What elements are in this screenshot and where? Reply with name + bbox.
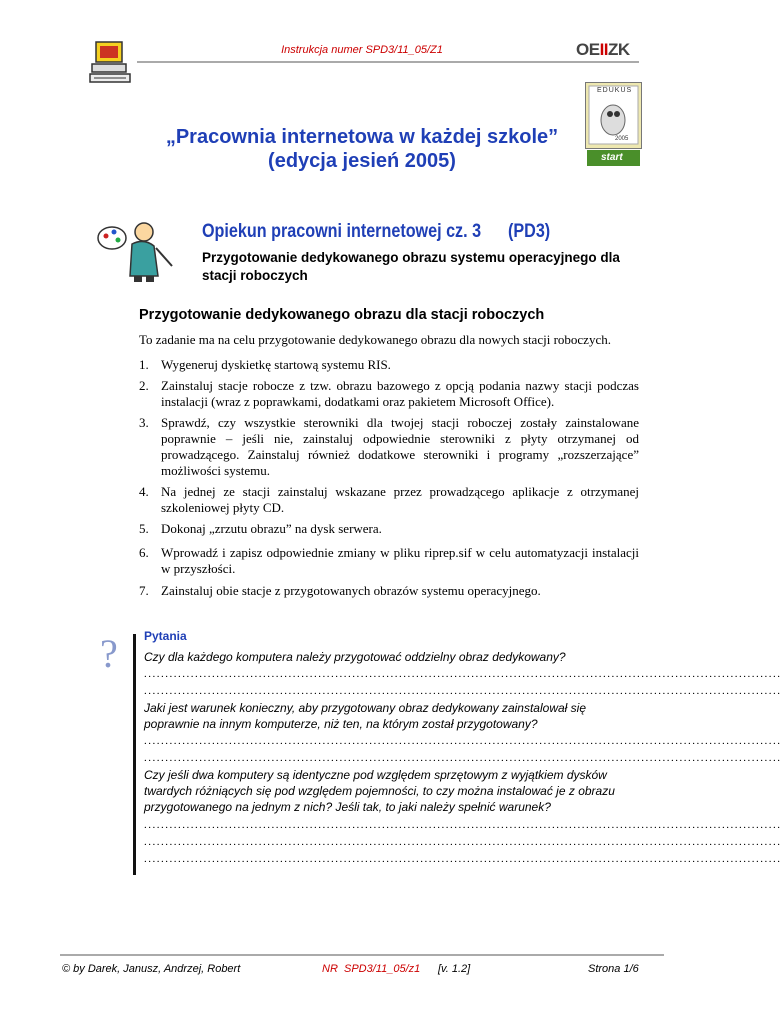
answer-line[interactable]: ......................................................................................................................................................: [144, 752, 782, 764]
header-divider: [137, 61, 639, 63]
questions-sidebar-line: [133, 634, 136, 875]
task-item: 5. Dokonaj „zrzutu obrazu” na dysk serwera.: [139, 521, 382, 536]
answer-line[interactable]: ......................................................................................................................................................: [144, 853, 782, 865]
footer-version: [v. 1.2]: [438, 963, 471, 975]
badge-start-label: start: [601, 152, 623, 163]
document-title: „Pracownia internetowa w każdej szkole”: [165, 126, 559, 148]
answer-line[interactable]: ......................................................................................................................................................: [144, 735, 782, 747]
module-subtitle: Przygotowanie dedykowanego obrazu systemu operacyjnego dla stacji roboczych: [202, 250, 620, 283]
task-item: 6. Wprowadź i zapisz odpowiednie zmiany w pliku riprep.sif w celu automatyzacji instalacji w przyszłości.: [139, 545, 639, 576]
module-title: Opiekun pracowni internetowej cz. 3 (PD3): [202, 221, 551, 242]
section-intro: To zadanie ma na celu przygotowanie dedykowanego obrazu dla nowych stacji roboczych.: [139, 332, 611, 347]
task-item: 7. Zainstaluj obie stacje z przygotowanych obrazów systemu operacyjnego.: [139, 583, 541, 598]
oeiizk-logo: OEIIZK: [576, 40, 630, 59]
task-item: 1. Wygeneruj dyskietkę startową systemu RIS.: [139, 357, 391, 372]
answer-line[interactable]: ......................................................................................................................................................: [144, 685, 782, 697]
task-item: 4. Na jednej ze stacji zainstaluj wskazane przez prowadzącego aplikacje z otrzymanej szkoleniowej płyty CD.: [139, 484, 639, 515]
answer-line[interactable]: ......................................................................................................................................................: [144, 819, 782, 831]
question-text: Jaki jest warunek konieczny, aby przygotowany obraz dedykowany zainstalował się poprawnie na innym komputerze, niż ten, na którym został przygotowany?: [144, 701, 587, 731]
teacher-painter-clipart-icon: [94, 218, 176, 284]
footer-divider: [60, 954, 664, 956]
footer-page-number: Strona 1/6: [588, 963, 639, 975]
section-heading: Przygotowanie dedykowanego obrazu dla stacji roboczych: [139, 307, 545, 323]
answer-line[interactable]: ......................................................................................................................................................: [144, 668, 782, 680]
questions-heading: Pytania: [144, 629, 187, 643]
badge-year: 2005: [615, 136, 629, 142]
footer-authors: © by Darek, Janusz, Andrzej, Robert: [62, 963, 241, 975]
footer-document-number: NR SPD3/11_05/z1: [322, 963, 421, 975]
header-instruction-number: Instrukcja numer SPD3/11_05/Z1: [281, 44, 443, 56]
question-text: Czy dla każdego komputera należy przygotować oddzielny obraz dedykowany?: [144, 650, 566, 664]
question-mark-icon: ?: [100, 631, 118, 676]
badge-edukus-label: EDUKUS: [597, 87, 633, 94]
task-item: 3. Sprawdź, czy wszystkie sterowniki dla twojej stacji roboczej zostały zainstalowane poprawnie – jeśli nie, zainstaluj odpowiednie sterowniki z płyty otrzymanej od prowadzącego. Zainstaluj również dodatkowe sterowniki i programy „rozszerzające” możliwości systemu.: [139, 415, 639, 478]
document-edition: (edycja jesień 2005): [268, 150, 456, 172]
answer-line[interactable]: ......................................................................................................................................................: [144, 836, 782, 848]
question-text: Czy jeśli dwa komputery są identyczne pod względem sprzętowym z wyjątkiem dysków twardych różniących się pod względem pojemności, to czy można instalować je z obrazu przygotowanego na jednym z nich? Jeśli tak, to jaki należy spełnić warunek?: [144, 768, 615, 814]
computer-clipart-icon: [88, 40, 134, 86]
task-item: 2. Zainstaluj stacje robocze z tzw. obrazu bazowego z opcją podania nazwy stacji podczas instalacji (wraz z poprawkami, dodatkami oraz pakietem Microsoft Office).: [139, 378, 639, 409]
